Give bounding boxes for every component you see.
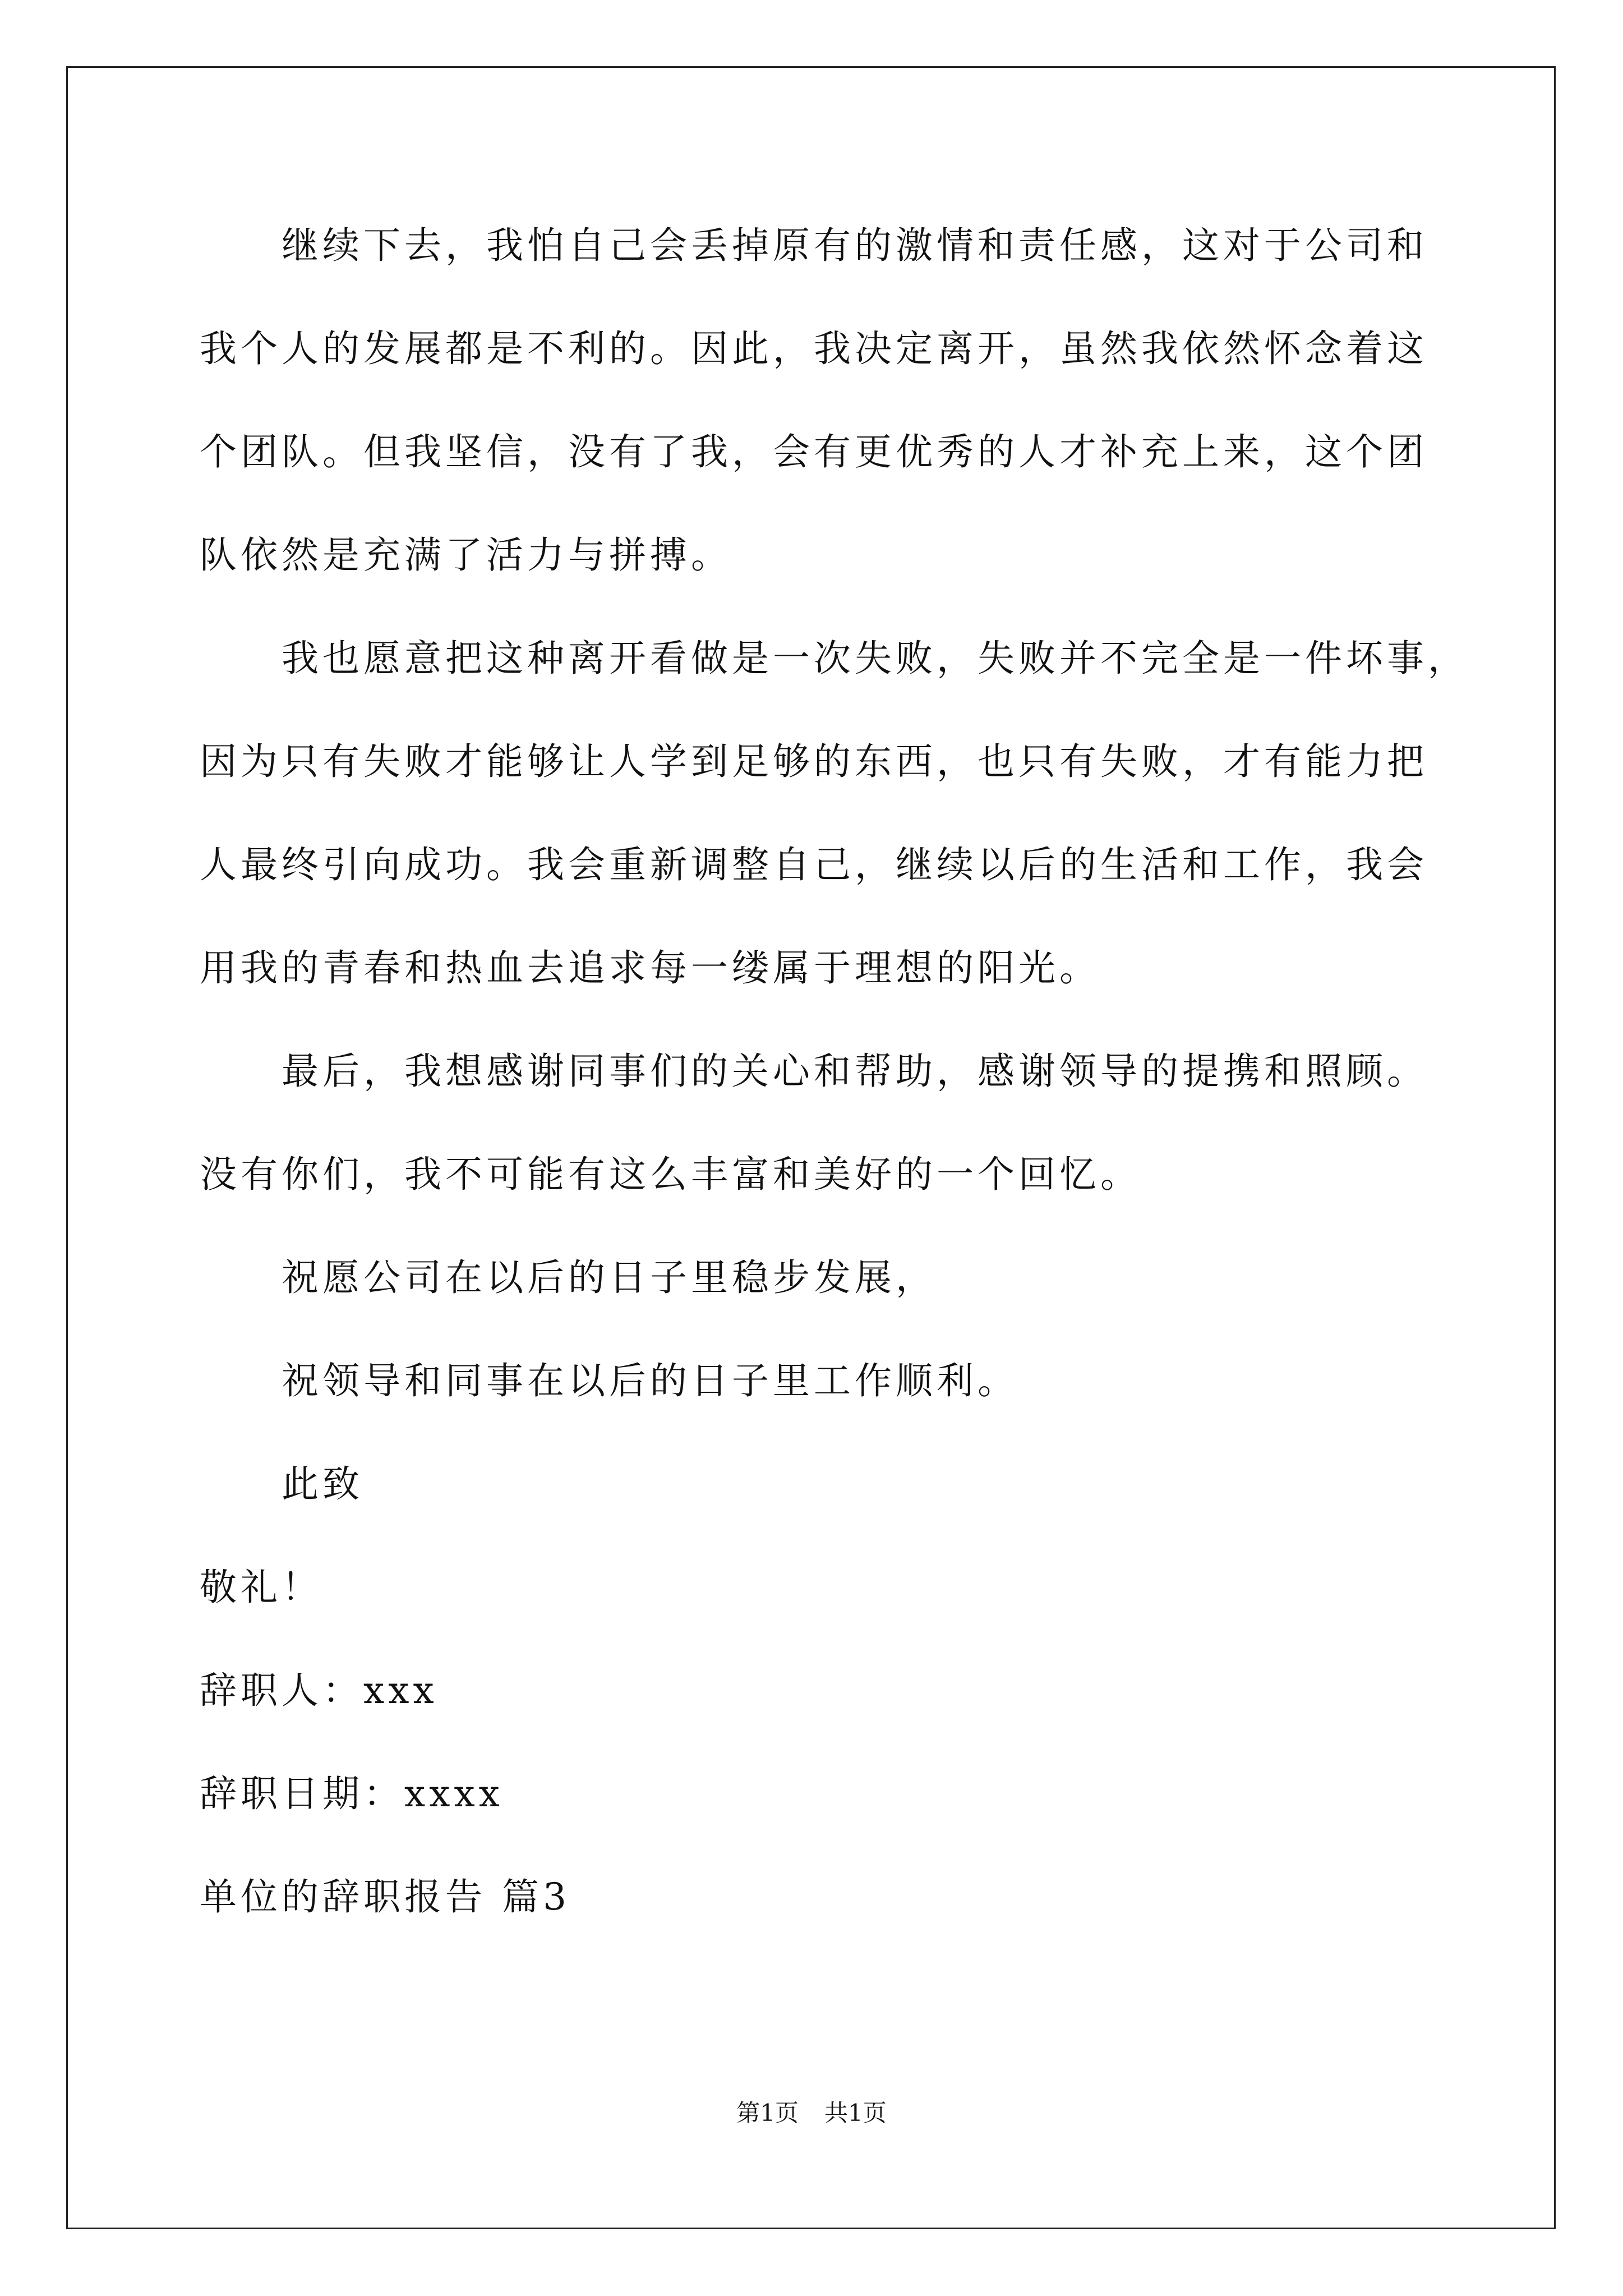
closing-text: 此致 (282, 1462, 363, 1506)
paragraph-3-line-1: 最后，我想感谢同事们的关心和帮助，感谢领导的提携和照顾。 (282, 1050, 1428, 1093)
paragraph-2-line-1: 我也愿意把这种离开看做是一次失败，失败并不完全是一件坏事， (282, 637, 1469, 680)
paragraph-1-line-4: 队依然是充满了活力与拼搏。 (200, 533, 732, 577)
paragraph-3-line-2: 没有你们，我不可能有这么丰富和美好的一个回忆。 (200, 1153, 1141, 1196)
page-number-current: 第1页 (736, 2099, 799, 2127)
paragraph-2-line-2: 因为只有失败才能够让人学到足够的东西，也只有失败，才有能力把 (200, 740, 1428, 783)
paragraph-1-line-3: 个团队。但我坚信，没有了我，会有更优秀的人才补充上来，这个团 (200, 430, 1428, 473)
salutation-text: 敬礼！ (200, 1566, 322, 1609)
paragraph-1-line-1: 继续下去，我怕自己会丢掉原有的激情和责任感，这对于公司和 (282, 224, 1428, 267)
page-number-total: 共1页 (824, 2099, 887, 2127)
paragraph-2-line-3: 人最终引向成功。我会重新调整自己，继续以后的生活和工作，我会 (200, 843, 1428, 886)
next-section-heading: 单位的辞职报告 篇3 (200, 1875, 570, 1918)
wish-line-colleagues: 祝领导和同事在以后的日子里工作顺利。 (282, 1359, 1018, 1402)
page-footer (0, 2099, 1623, 2127)
resigner-name: 辞职人：xxx (200, 1669, 438, 1712)
wish-line-company: 祝愿公司在以后的日子里稳步发展， (282, 1256, 937, 1299)
paragraph-1-line-2: 我个人的发展都是不利的。因此，我决定离开，虽然我依然怀念着这 (200, 327, 1428, 370)
resign-date: 辞职日期：xxxx (200, 1772, 504, 1815)
paragraph-2-line-4: 用我的青春和热血去追求每一缕属于理想的阳光。 (200, 946, 1100, 990)
